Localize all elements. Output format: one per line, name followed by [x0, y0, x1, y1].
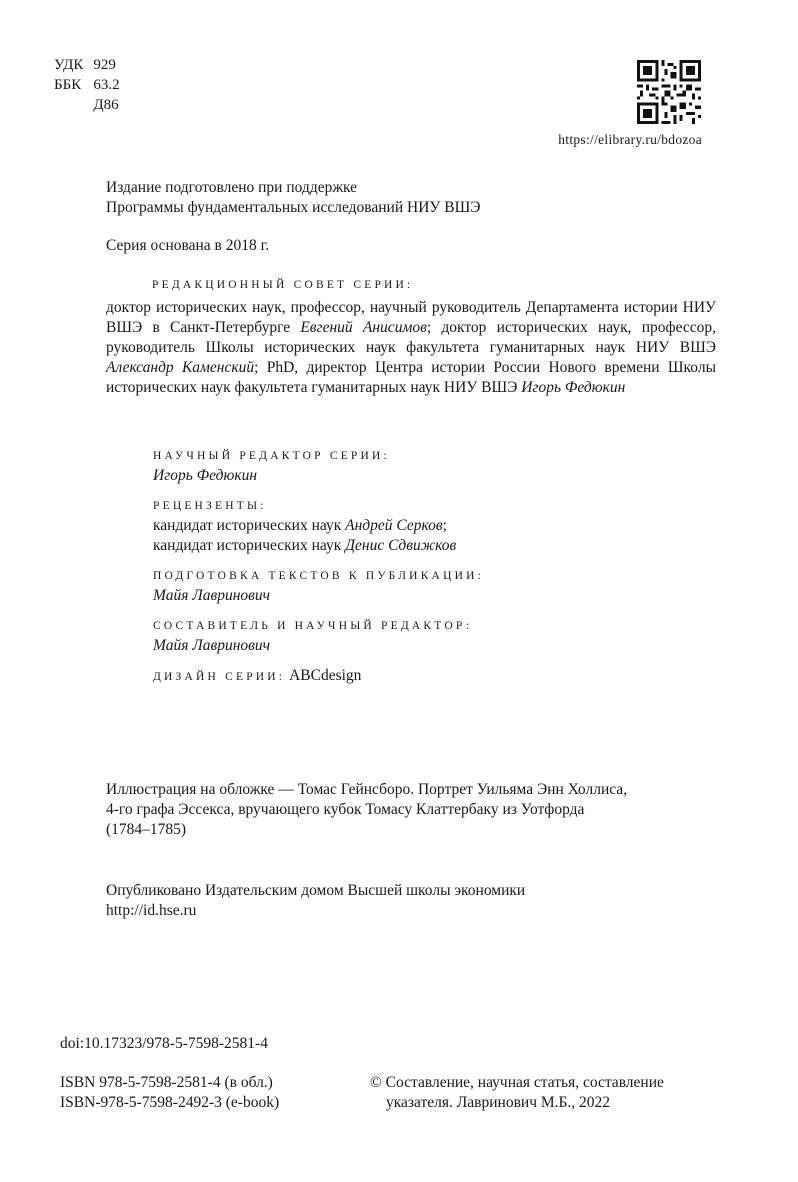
support-line: Программы фундаментальных исследований НИУ ВШЭ	[106, 199, 481, 216]
board-text-part: доктор исторических наук, профессор, научный руководитель Департамента истории НИУ ВШЭ в Санкт-Петербурге	[106, 299, 716, 336]
compiler-heading: СОСТАВИТЕЛЬ И НАУЧНЫЙ РЕДАКТОР:	[153, 620, 473, 632]
board-member-name: Евгений Анисимов	[300, 319, 427, 336]
science-editor	[153, 446, 713, 486]
text-preparation-heading: ПОДГОТОВКА ТЕКСТОВ К ПУБЛИКАЦИИ:	[153, 570, 484, 582]
text-preparation-name: Майя Лавринович	[153, 587, 271, 604]
qr-code-icon[interactable]	[637, 60, 701, 124]
series-design-heading: ДИЗАЙН СЕРИИ:	[153, 671, 286, 683]
doi[interactable]: doi:10.17323/978-5-7598-2581-4	[60, 1035, 268, 1052]
editorial-board-text	[106, 298, 716, 398]
series-design-value: ABCdesign	[289, 667, 362, 684]
heading-text: РЕДАКЦИОННЫЙ СОВЕТ СЕРИИ:	[152, 279, 414, 291]
credits	[153, 446, 713, 687]
illustration-credit	[106, 780, 627, 840]
reviewer	[153, 516, 713, 536]
code-label: ББК	[54, 77, 82, 93]
isbn-ebook: ISBN-978-5-7598-2492-3 (e-book)	[60, 1094, 280, 1111]
isbn-print: ISBN 978-5-7598-2581-4 (в обл.)	[60, 1074, 273, 1091]
code-value: 63.2	[93, 77, 120, 93]
code-value: 929	[93, 57, 116, 73]
support-line: Издание подготовлено при поддержке	[106, 179, 358, 196]
elibrary-link[interactable]: https://elibrary.ru/bdozoa	[558, 132, 702, 147]
code-row	[54, 95, 130, 115]
series-founded: Серия основана в 2018 г.	[106, 237, 270, 254]
code-row	[54, 55, 130, 75]
isbn-block	[60, 1073, 279, 1113]
publisher-url[interactable]: http://id.hse.ru	[106, 902, 197, 919]
reviewer-title: кандидат исторических наук	[153, 537, 346, 554]
illustration-line: (1784–1785)	[106, 821, 187, 838]
reviewer-name: Андрей Серков	[345, 517, 443, 534]
code-label: УДК	[54, 57, 84, 73]
code-row	[54, 75, 130, 95]
illustration-line: Иллюстрация на обложке — Томас Гейнсборо. Портрет Уильяма Энн Холлиса,	[106, 781, 628, 798]
publisher-line: Опубликовано Издательским домом Высшей школы экономики	[106, 882, 526, 899]
science-editor-name: Игорь Федюкин	[153, 467, 258, 484]
copyright-line: указателя. Лавринович М.Б., 2022	[386, 1094, 611, 1111]
compiler	[153, 616, 713, 656]
support-statement	[106, 178, 480, 218]
compiler-name: Майя Лавринович	[153, 637, 271, 654]
reviewers	[153, 496, 713, 556]
copyright	[370, 1073, 664, 1113]
series-design	[153, 666, 713, 687]
reviewers-heading: РЕЦЕНЗЕНТЫ:	[153, 500, 267, 512]
board-member-name: Александр Каменский	[106, 359, 255, 376]
editorial-board-heading	[106, 274, 716, 295]
copyright-line: © Составление, научная статья, составление	[370, 1074, 664, 1091]
board-member-name: Игорь Федюкин	[521, 379, 626, 396]
code-value: Д86	[93, 97, 119, 113]
board-text-part: ; доктор исторических наук, профессор, руководитель Школы исторических наук факультета гуманитарных наук НИУ ВШЭ	[106, 319, 716, 356]
reviewer-name: Денис Сдвижков	[345, 537, 457, 554]
reviewer	[153, 536, 713, 556]
library-codes	[54, 55, 130, 115]
text-preparation	[153, 566, 713, 606]
editorial-board	[106, 274, 716, 398]
science-editor-heading: НАУЧНЫЙ РЕДАКТОР СЕРИИ:	[153, 450, 390, 462]
publisher	[106, 881, 525, 921]
illustration-line: 4-го графа Эссекса, вручающего кубок Томасу Клаттербаку из Уотфорда	[106, 801, 585, 818]
reviewer-title: кандидат исторических наук	[153, 517, 346, 534]
reviewer-separator: ;	[442, 517, 447, 534]
board-text-part: ; PhD, директор Центра истории России Нового времени Школы исторических наук факультета гуманитарных наук НИУ ВШЭ	[106, 359, 716, 396]
code-label	[54, 95, 93, 115]
